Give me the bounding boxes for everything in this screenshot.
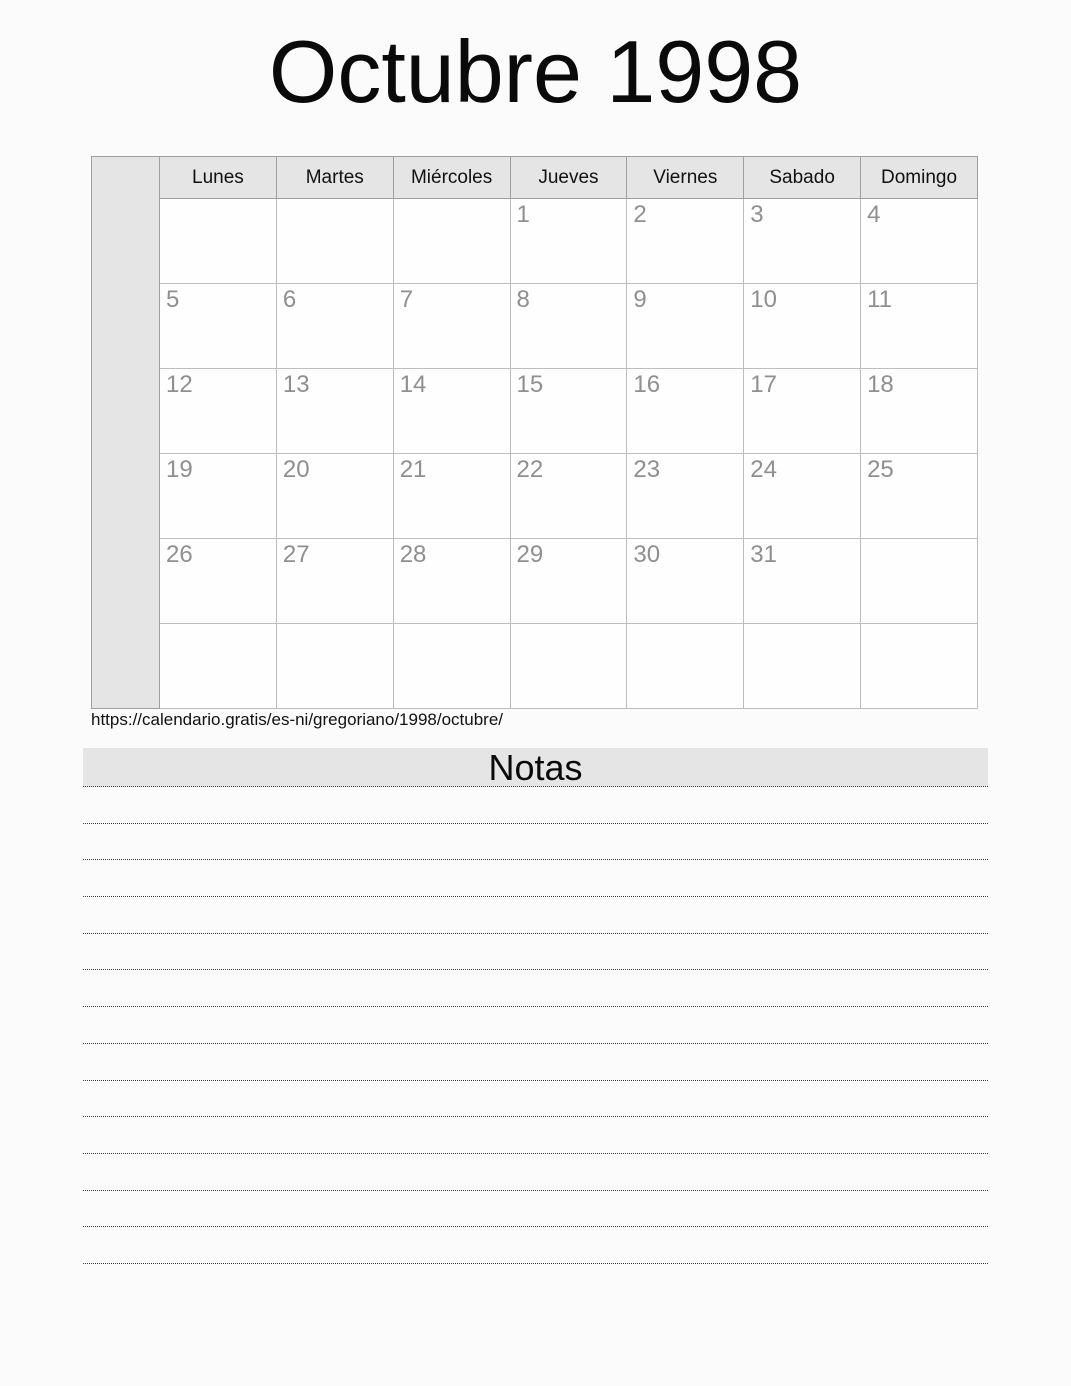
empty-day-cell xyxy=(510,624,627,709)
day-cell xyxy=(627,454,744,539)
day-cell xyxy=(861,199,978,284)
day-number xyxy=(277,199,393,201)
day-cell xyxy=(393,539,510,624)
day-cell xyxy=(627,539,744,624)
note-line xyxy=(83,1154,988,1191)
day-number xyxy=(861,624,977,626)
day-number: 24 xyxy=(750,456,777,483)
day-cell xyxy=(160,454,277,539)
day-cell xyxy=(510,284,627,369)
day-cell xyxy=(627,284,744,369)
day-cell xyxy=(744,284,861,369)
day-cell xyxy=(276,284,393,369)
day-number: 25 xyxy=(867,456,894,483)
note-line xyxy=(83,970,988,1007)
day-number xyxy=(627,624,743,626)
weekday-header: Lunes xyxy=(160,157,277,199)
day-cell xyxy=(393,284,510,369)
note-line xyxy=(83,1191,988,1228)
weekday-header: Domingo xyxy=(861,157,978,199)
empty-day-cell xyxy=(160,624,277,709)
day-number: 19 xyxy=(166,456,193,483)
day-number: 14 xyxy=(399,371,427,398)
notes-lines xyxy=(83,787,988,1264)
note-line xyxy=(83,1007,988,1044)
note-line xyxy=(83,1081,988,1118)
day-cell xyxy=(393,369,510,454)
note-line xyxy=(83,824,988,861)
day-number: 18 xyxy=(867,371,894,398)
day-cell xyxy=(276,539,393,624)
empty-day-cell xyxy=(627,624,744,709)
day-number xyxy=(394,199,510,201)
day-number: 2 xyxy=(633,201,647,228)
day-cell xyxy=(744,539,861,624)
day-cell xyxy=(744,454,861,539)
day-number: 6 xyxy=(282,286,297,313)
week-row xyxy=(92,454,978,539)
empty-day-cell xyxy=(393,199,510,284)
week-row xyxy=(92,539,978,624)
week-number-column xyxy=(92,157,160,709)
day-cell xyxy=(510,539,627,624)
day-number: 22 xyxy=(516,456,544,483)
empty-day-cell xyxy=(861,539,978,624)
note-line xyxy=(83,860,988,897)
source-url-text: https://calendario.gratis/es-ni/gregoriano/1998/octubre/ xyxy=(91,710,504,729)
day-cell xyxy=(744,199,861,284)
empty-day-cell xyxy=(160,199,277,284)
weekday-header: Miércoles xyxy=(393,157,510,199)
empty-day-cell xyxy=(861,624,978,709)
weekday-header: Viernes xyxy=(627,157,744,199)
day-number: 27 xyxy=(282,541,310,568)
day-cell xyxy=(861,454,978,539)
day-number xyxy=(160,624,276,626)
week-row xyxy=(92,624,978,709)
day-number xyxy=(160,199,276,201)
day-number: 11 xyxy=(867,286,892,313)
empty-day-cell xyxy=(276,199,393,284)
day-number xyxy=(511,624,627,626)
notes-header-banner xyxy=(83,748,988,787)
day-cell xyxy=(510,454,627,539)
notes-heading: Notas xyxy=(488,747,583,788)
day-number: 5 xyxy=(166,286,180,313)
weekday-header: Martes xyxy=(276,157,393,199)
empty-day-cell xyxy=(393,624,510,709)
day-number: 13 xyxy=(282,371,310,398)
day-cell xyxy=(276,369,393,454)
day-number xyxy=(277,624,393,626)
day-number: 28 xyxy=(399,541,427,568)
day-cell xyxy=(276,454,393,539)
calendar-body xyxy=(92,157,978,709)
weekday-header: Jueves xyxy=(510,157,627,199)
day-number xyxy=(744,624,860,626)
day-number xyxy=(861,539,977,541)
page-title: Octubre 1998 xyxy=(268,22,803,121)
day-cell xyxy=(393,454,510,539)
day-cell xyxy=(861,369,978,454)
weekday-row xyxy=(92,157,978,199)
day-number: 10 xyxy=(750,286,777,313)
day-cell xyxy=(627,369,744,454)
day-number xyxy=(394,624,510,626)
day-number: 23 xyxy=(633,456,661,483)
note-line xyxy=(83,934,988,971)
week-row xyxy=(92,199,978,284)
weekday-header: Sabado xyxy=(744,157,861,199)
day-number: 29 xyxy=(516,541,544,568)
day-number: 7 xyxy=(399,286,414,313)
day-cell xyxy=(160,369,277,454)
day-number: 21 xyxy=(399,456,427,483)
day-number: 12 xyxy=(166,371,193,398)
day-cell xyxy=(510,199,627,284)
day-number: 1 xyxy=(516,201,530,228)
day-number: 30 xyxy=(633,541,661,568)
day-number: 15 xyxy=(516,371,544,398)
day-number: 8 xyxy=(516,286,530,313)
day-number: 26 xyxy=(166,541,193,568)
day-number: 3 xyxy=(750,201,764,228)
week-row xyxy=(92,369,978,454)
day-cell xyxy=(627,199,744,284)
day-number: 20 xyxy=(282,456,310,483)
note-line xyxy=(83,787,988,824)
day-cell xyxy=(160,284,277,369)
empty-day-cell xyxy=(276,624,393,709)
day-number: 31 xyxy=(750,541,777,568)
day-number: 17 xyxy=(750,371,777,398)
day-number: 9 xyxy=(633,286,647,313)
day-cell xyxy=(510,369,627,454)
day-cell xyxy=(861,284,978,369)
week-row xyxy=(92,284,978,369)
note-line xyxy=(83,897,988,934)
calendar-table xyxy=(91,156,978,709)
empty-day-cell xyxy=(744,624,861,709)
day-number: 4 xyxy=(867,201,881,228)
note-line xyxy=(83,1044,988,1081)
day-number: 16 xyxy=(633,371,661,398)
day-cell xyxy=(160,539,277,624)
note-line xyxy=(83,1117,988,1154)
day-cell xyxy=(744,369,861,454)
note-line xyxy=(83,1227,988,1264)
